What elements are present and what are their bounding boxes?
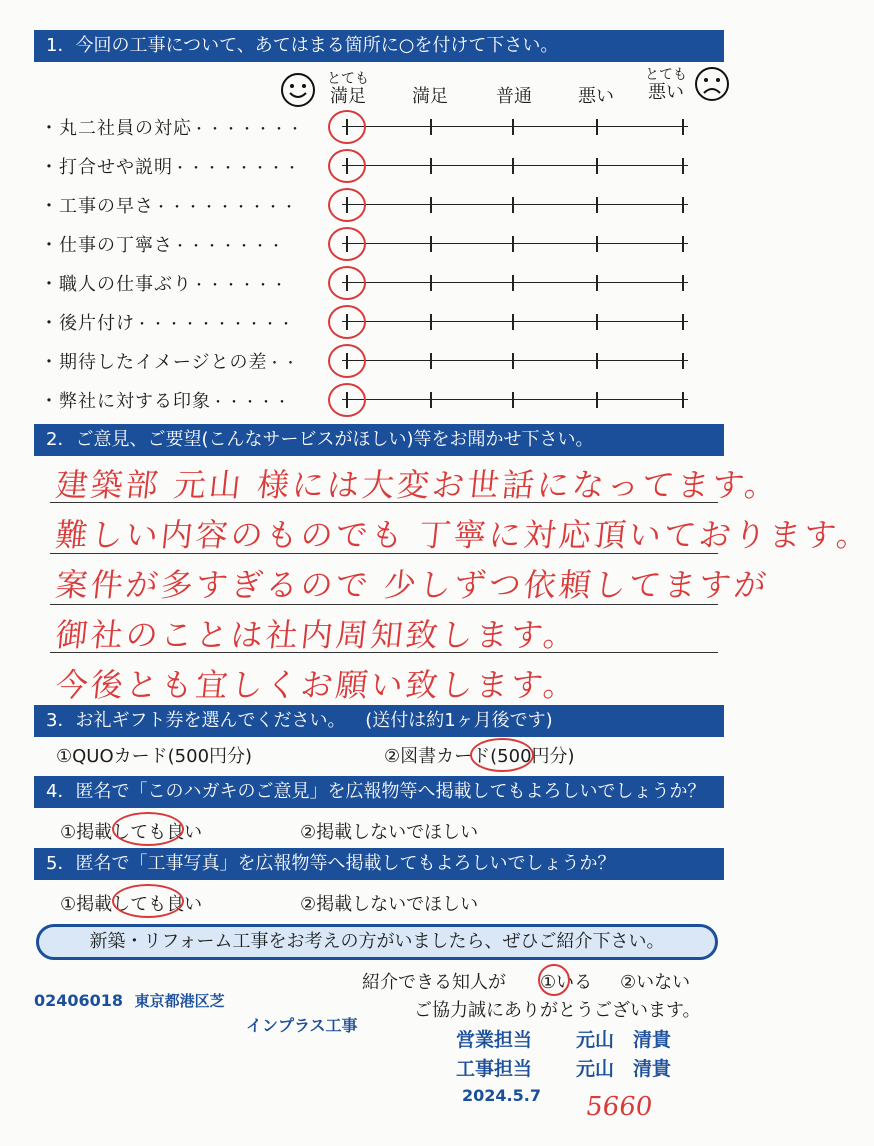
scale-header-bad bbox=[566, 88, 626, 106]
rating-tick-3[interactable] bbox=[512, 314, 514, 330]
section4-title: 4．匿名で「このハガキのご意見」を広報物等へ掲載してもよろしいでしょうか？ bbox=[34, 776, 724, 808]
selected-circle-mark bbox=[538, 964, 570, 996]
rating-row-label: ・丸二社員の対応・・・・・・・ bbox=[40, 118, 304, 139]
scale-header-very-satisfied bbox=[318, 70, 378, 106]
scale-bottom: 満足 bbox=[412, 86, 448, 107]
selected-circle-mark bbox=[112, 812, 184, 846]
handwritten-comment-line: 難しい内容のものでも 丁寧に対応頂いております。 bbox=[53, 516, 874, 554]
selected-circle-mark bbox=[328, 344, 366, 378]
scale-header-very-bad bbox=[636, 66, 696, 102]
rating-tick-5[interactable] bbox=[682, 119, 684, 135]
stamp-sales-name: 元山 清貴 bbox=[576, 1029, 672, 1051]
leader-dots: ・・ bbox=[267, 356, 300, 372]
publish-photo-yes[interactable]: ①掲載しても良い bbox=[60, 894, 203, 915]
publish-opinion-yes[interactable]: ①掲載しても良い bbox=[60, 822, 203, 843]
rating-tick-4[interactable] bbox=[596, 197, 598, 213]
stamp-construction-name: 元山 清貴 bbox=[576, 1058, 672, 1080]
rating-row-label: ・職人の仕事ぶり・・・・・・ bbox=[40, 274, 288, 295]
rating-tick-5[interactable] bbox=[682, 353, 684, 369]
gift-option-quo[interactable]: ①QUOカード(500円分) bbox=[56, 746, 253, 767]
referral-option-no[interactable]: ②いない bbox=[620, 972, 691, 993]
rating-tick-3[interactable] bbox=[512, 392, 514, 408]
selected-circle-mark bbox=[328, 149, 366, 183]
rating-tick-5[interactable] bbox=[682, 197, 684, 213]
selected-circle-mark bbox=[328, 188, 366, 222]
scale-bottom: 悪い bbox=[648, 82, 684, 103]
rating-tick-2[interactable] bbox=[430, 158, 432, 174]
referral-question: 紹介できる知人が bbox=[362, 972, 506, 993]
rating-scale-line bbox=[342, 282, 688, 283]
rating-tick-3[interactable] bbox=[512, 275, 514, 291]
smile-icon bbox=[280, 72, 316, 108]
publish-photo-no[interactable]: ②掲載しないでほしい bbox=[300, 894, 479, 915]
rating-tick-5[interactable] bbox=[682, 392, 684, 408]
stamp-company: インプラス工事 bbox=[246, 1016, 358, 1035]
scale-bottom: 悪い bbox=[578, 86, 614, 107]
section3-note: (送付は約1ヶ月後です) bbox=[365, 710, 553, 731]
selected-circle-mark bbox=[328, 383, 366, 417]
leader-dots: ・・・・・・・・・・ bbox=[135, 317, 295, 333]
selected-circle-mark bbox=[328, 227, 366, 261]
rating-tick-2[interactable] bbox=[430, 314, 432, 330]
stamp-address: 東京都港区芝 bbox=[134, 992, 225, 1010]
scale-top: とても bbox=[327, 71, 369, 87]
rating-row-label: ・仕事の丁寧さ・・・・・・・ bbox=[40, 235, 285, 256]
rating-tick-5[interactable] bbox=[682, 275, 684, 291]
rating-tick-4[interactable] bbox=[596, 236, 598, 252]
leader-dots: ・・・・・・・・ bbox=[173, 161, 301, 177]
rating-row-label: ・打合せや説明・・・・・・・・ bbox=[40, 157, 301, 178]
section1-title: 1．今回の工事について、あてはまる箇所に○を付けて下さい。 bbox=[34, 30, 724, 62]
rating-tick-2[interactable] bbox=[430, 392, 432, 408]
rating-row-label: ・弊社に対する印象・・・・・ bbox=[40, 391, 291, 412]
rating-scale-line bbox=[342, 243, 688, 244]
selected-circle-mark bbox=[328, 110, 366, 144]
stamp-date: 2024.5.7 bbox=[462, 1086, 541, 1105]
rating-tick-5[interactable] bbox=[682, 158, 684, 174]
rating-scale-line bbox=[342, 126, 688, 127]
thanks-text: ご協力誠にありがとうございます。 bbox=[414, 1000, 701, 1021]
rating-tick-3[interactable] bbox=[512, 353, 514, 369]
rating-tick-2[interactable] bbox=[430, 275, 432, 291]
rating-tick-4[interactable] bbox=[596, 314, 598, 330]
rating-tick-4[interactable] bbox=[596, 158, 598, 174]
stamp-code: 02406018 bbox=[34, 991, 124, 1010]
rating-tick-5[interactable] bbox=[682, 236, 684, 252]
section3-title: 3．お礼ギフト券を選んでください。 bbox=[46, 710, 346, 731]
handwritten-comment-line: 御社のことは社内周知致します。 bbox=[53, 616, 581, 654]
rating-scale-line bbox=[342, 399, 688, 400]
scale-bottom: 満足 bbox=[330, 86, 366, 107]
selected-circle-mark bbox=[470, 738, 534, 772]
stamp-construction-label: 工事担当 bbox=[456, 1058, 533, 1080]
frown-icon bbox=[694, 66, 730, 102]
rating-tick-4[interactable] bbox=[596, 392, 598, 408]
rating-tick-5[interactable] bbox=[682, 314, 684, 330]
section5-title: 5．匿名で「工事写真」を広報物等へ掲載してもよろしいでしょうか？ bbox=[34, 848, 724, 880]
referral-banner-text: 新築・リフォーム工事をお考えの方がいましたら、ぜひご紹介下さい。 bbox=[89, 931, 665, 952]
referral-option-yes[interactable]: ①いる bbox=[540, 972, 593, 993]
gift-option-tosho[interactable]: ②図書カード(500円分) bbox=[384, 746, 575, 767]
rating-tick-3[interactable] bbox=[512, 236, 514, 252]
leader-dots: ・・・・・ bbox=[211, 395, 291, 411]
rating-row-label: ・期待したイメージとの差・・ bbox=[40, 352, 300, 373]
leader-dots: ・・・・・・・・・ bbox=[154, 200, 298, 216]
selected-circle-mark bbox=[328, 305, 366, 339]
rating-scale-line bbox=[342, 321, 688, 322]
stamp-code-address bbox=[34, 990, 225, 1011]
rating-row-label: ・後片付け・・・・・・・・・・ bbox=[40, 313, 295, 334]
leader-dots: ・・・・・・・ bbox=[173, 239, 285, 255]
scale-header-satisfied bbox=[400, 88, 460, 106]
rating-tick-4[interactable] bbox=[596, 119, 598, 135]
rating-row-label: ・工事の早さ・・・・・・・・・ bbox=[40, 196, 298, 217]
leader-dots: ・・・・・・・ bbox=[192, 122, 304, 138]
rating-tick-3[interactable] bbox=[512, 119, 514, 135]
handwritten-number: 5660 bbox=[583, 1092, 655, 1122]
rating-tick-4[interactable] bbox=[596, 275, 598, 291]
handwritten-comment-line: 案件が多すぎるので 少しずつ依頼してますが bbox=[53, 566, 771, 604]
stamp-sales-label: 営業担当 bbox=[456, 1029, 533, 1051]
section2-title: 2．ご意見、ご要望(こんなサービスがほしい)等をお聞かせ下さい。 bbox=[34, 424, 724, 456]
rating-scale-line bbox=[342, 204, 688, 205]
rating-scale-line bbox=[342, 165, 688, 166]
scale-header-neutral bbox=[484, 88, 544, 106]
handwritten-comment-line: 建築部 元山 様には大変お世話になってます。 bbox=[53, 466, 782, 504]
rating-tick-3[interactable] bbox=[512, 197, 514, 213]
handwritten-comment-line: 今後とも宜しくお願い致します。 bbox=[53, 666, 581, 704]
referral-banner bbox=[36, 924, 718, 960]
rating-tick-3[interactable] bbox=[512, 158, 514, 174]
scale-top: とても bbox=[645, 67, 687, 83]
section3-title-bar bbox=[34, 705, 724, 737]
selected-circle-mark bbox=[112, 884, 184, 918]
rating-tick-2[interactable] bbox=[430, 119, 432, 135]
rating-tick-2[interactable] bbox=[430, 236, 432, 252]
leader-dots: ・・・・・・ bbox=[192, 278, 288, 294]
rating-scale-line bbox=[342, 360, 688, 361]
rating-tick-4[interactable] bbox=[596, 353, 598, 369]
rating-tick-2[interactable] bbox=[430, 197, 432, 213]
rating-tick-2[interactable] bbox=[430, 353, 432, 369]
scale-bottom: 普通 bbox=[496, 86, 532, 107]
selected-circle-mark bbox=[328, 266, 366, 300]
publish-opinion-no[interactable]: ②掲載しないでほしい bbox=[300, 822, 479, 843]
